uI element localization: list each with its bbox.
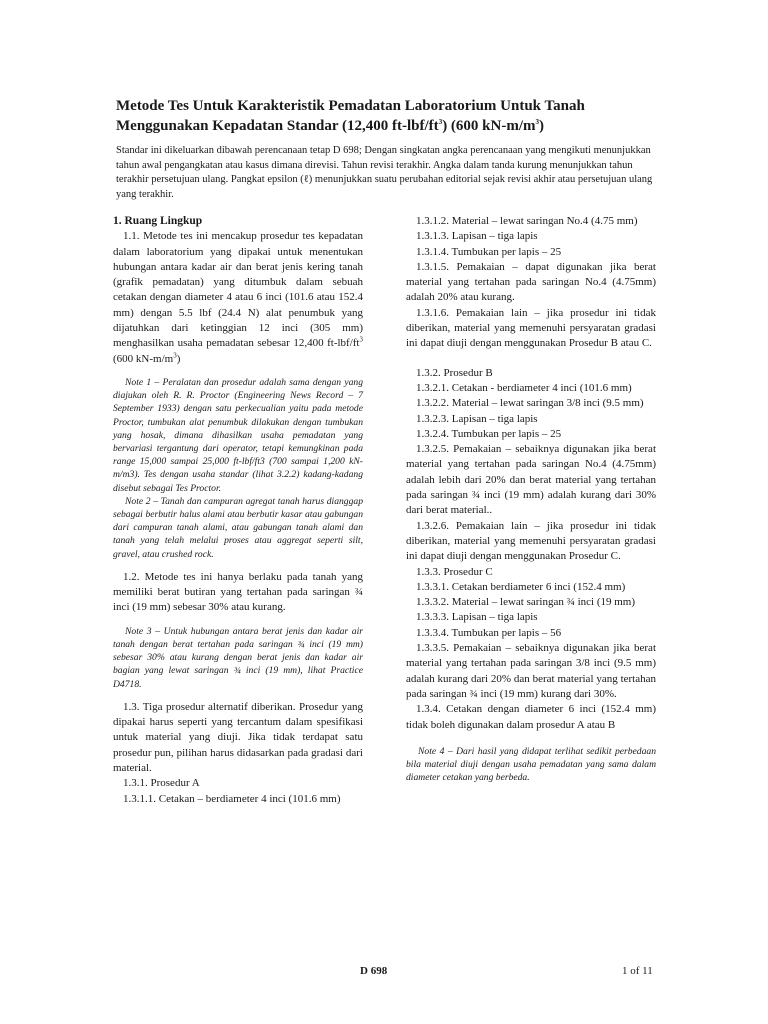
paragraph-1-3-3-5: 1.3.3.5. Pemakaian – sebaiknya digunakan jika berat material yang tertahan pada saringan 3/8 inci (9.5 mm) adalah kurang dari 20% dan berat material yang tertahan pada saringan ¾ inci (19 mm) kurang dari 30%. [406,642,656,700]
title-line-2: Menggunakan Kepadatan Standar (12,400 $ft-lbf/ft^3$) (600 $kN-m/m^3$) [116,118,545,134]
paragraph-1-3-2-3: 1.3.2.3. Lapisan – tiga lapis [416,412,538,425]
document-title [116,96,676,136]
footer-page-number: 1 of 11 [622,965,653,977]
paragraph-1-3-2-2: 1.3.2.2. Material – lewat saringan 3/8 inci (9.5 mm) [416,397,644,410]
paragraph-1-3-2-5: 1.3.2.5. Pemakaian – sebaiknya digunakan jika berat material yang tertahan pada saringan No.4 (4.75mm) adalah lebih dari 20% dan berat material yang tertahan pada saringan ¾ inci (19 mm) adalah kurang dari 30% dari berat material.. [406,443,656,517]
standard-intro: Standar ini dikeluarkan dibawah perencanaan tetap D 698; Dengan singkatan angka perencanaan yang mengikuti menunjukkan tahun awal pengangkatan atau kasus dimana direvisi. Tahun revisi terakhir. Angka dalam tanda kurung menunjukkan tahun terakhir persetujuan ulang. Pangkat epsilon (ℓ) menunjukkan suatu perubahan editorial sejak revisi akhir atau persetujuan ulang yang terakhir. [116,145,653,200]
right-column [406,214,656,784]
paragraph-1-1: 1.1. Metode tes ini mencakup prosedur tes kepadatan dalam laboratorium yang dipakai untuk menentukan hubungan antara kadar air dan berat jenis kering tanah (grafik pemadatan) yang ditumbuk dalam sebuah cetakan dengan diameter 4 atau 6 inci (101.6 atau 152.4 mm) dengan 5.5 lbf (24.4 N) alat penumbuk yang dijatuhkan dari ketinggian 12 inci (305 mm) menghasilkan usaha pemadatan sebesar 12,400 $ft-lbf/ft^3$ (600 $kN-m/m^3$) [113,230,363,365]
paragraph-1-3-2-4: 1.3.2.4. Tumbukan per lapis – 25 [416,427,562,440]
paragraph-1-3-2: 1.3.2. Prosedur B [416,366,493,379]
paragraph-1-3-3-2: 1.3.3.2. Material – lewat saringan ¾ inci (19 mm) [416,596,636,609]
paragraph-1-3-2-1: 1.3.2.1. Cetakan - berdiameter 4 inci (101.6 mm) [416,381,632,394]
paragraph-1-3-3-3: 1.3.3.3. Lapisan – tiga lapis [416,611,538,624]
footer-document-number: D 698 [360,965,388,977]
note-1: Note 1 – Peralatan dan prosedur adalah sama dengan yang diajukan oleh R. R. Proctor (Engineering News Record – 7 September 1933) dengan satu perkecualian yaitu pada metode Proctor, tumbukan alat penumbuk dilakukan dengan tumbukan yang hosak, dimana dihasilkan usaha pemadatan yang bervariasi tergantung dari operator, tetapi kemungkinan pada range 15,000 sampai 25,000 ft-lbf/ft3 (700 sampai 1,200 kN-m/m3). Tes dengan usaha standar (lihat 3.2.2) kadang-kadang disebut sebagai Tes Proctor. [113,376,363,494]
paragraph-1-3-1-5: 1.3.1.5. Pemakaian – dapat digunakan jika berat material yang tertahan pada saringan No.4 (4.75mm) adalah 20% atau kurang. [406,260,656,304]
paragraph-1-2: 1.2. Metode tes ini hanya berlaku pada tanah yang memiliki berat butiran yang tertahan pada saringan ¾ inci (19 mm) sebesar 30% atau kurang. [113,570,363,614]
title-line-1: Metode Tes Untuk Karakteristik Pemadatan Laboratorium Untuk Tanah [116,98,585,114]
paragraph-1-3-1-4: 1.3.1.4. Tumbukan per lapis – 25 [416,245,562,258]
paragraph-1-3-2-6: 1.3.2.6. Pemakaian lain – jika prosedur ini tidak diberikan, material yang memenuhi persyaratan gradasi ini dapat diuji dengan menggunakan Prosedur C. [406,519,656,563]
section-heading: 1. Ruang Lingkup [113,215,203,227]
left-column [113,214,363,807]
note-3: Note 3 – Untuk hubungan antara berat jenis dan kadar air tanah dengan berat tertahan pada saringan ¾ inci (19 mm) sebesar 30% atau kurang dengan berat jenis dan kadar air bagian yang lewat saringan ¾ inci (19 mm), lihat Practice D4718. [113,625,363,690]
page-footer [0,965,768,979]
paragraph-1-3: 1.3. Tiga prosedur alternatif diberikan. Prosedur yang dipakai harus seperti yang tercantum dalam spesifikasi untuk material yang diuji. Jika tidak terdapat satu prosedur pun, pilihan harus didasarkan pada gradasi dari material. [113,700,363,774]
note-2: Note 2 – Tanah dan campuran agregat tanah harus dianggap sebagai berbutir halus alami atau berbutir kasar atau gabungan dari campuran tanah alami, atau gabungan tanah alami dan tanah yang telah melalui proses atau aggregat seperti silt, gravel, atau crushed rock. [113,495,363,560]
paragraph-1-3-1-3: 1.3.1.3. Lapisan – tiga lapis [416,230,538,243]
paragraph-1-3-1-1: 1.3.1.1. Cetakan – berdiameter 4 inci (101.6 mm) [123,792,341,805]
paragraph-1-3-1: 1.3.1. Prosedur A [123,777,200,790]
paragraph-1-3-1-6: 1.3.1.6. Pemakaian lain – jika prosedur ini tidak diberikan, material yang memenuhi persyaratan gradasi ini dapat diuji dengan menggunakan Prosedur B atau C. [406,306,656,350]
paragraph-1-3-3: 1.3.3. Prosedur C [416,565,493,578]
paragraph-1-3-4: 1.3.4. Cetakan dengan diameter 6 inci (152.4 mm) tidak boleh digunakan dalam prosedur A atau B [406,703,656,731]
paragraph-1-3-1-2: 1.3.1.2. Material – lewat saringan No.4 (4.75 mm) [416,215,638,227]
paragraph-1-3-3-4: 1.3.3.4. Tumbukan per lapis – 56 [416,626,562,639]
note-4: Note 4 – Dari hasil yang didapat terlihat sedikit perbedaan bila material diuji dengan usaha pemadatan yang sama dalam diameter cetakan yang berbeda. [406,745,656,784]
paragraph-1-3-3-1: 1.3.3.1. Cetakan berdiameter 6 inci (152.4 mm) [416,580,626,593]
